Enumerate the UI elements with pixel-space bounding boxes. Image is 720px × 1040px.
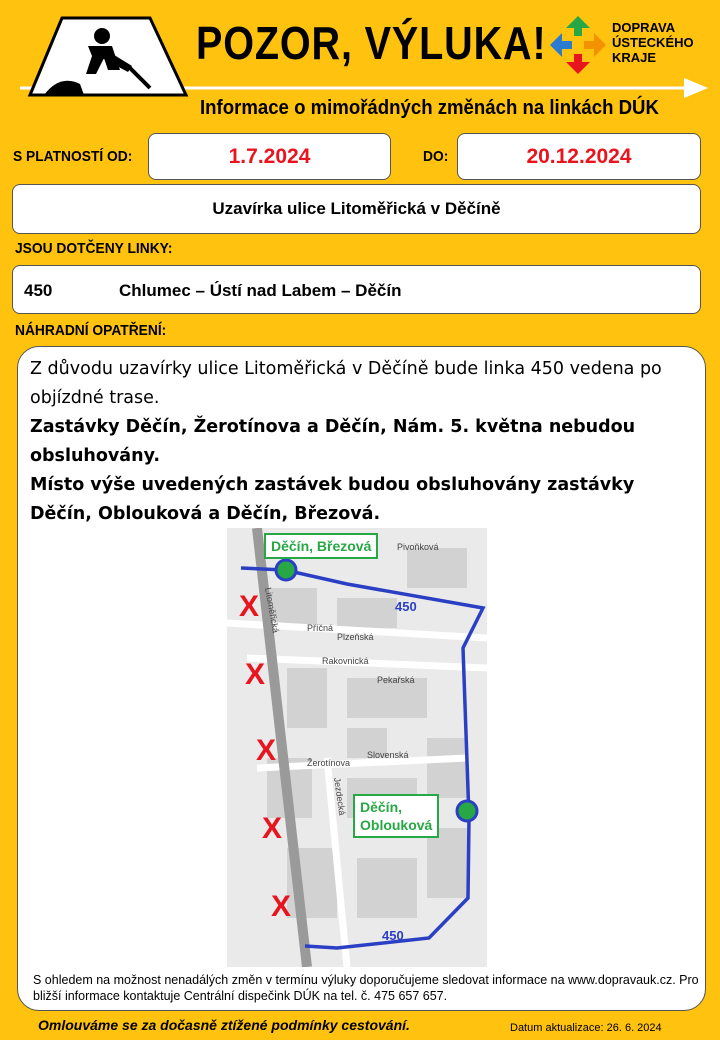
valid-from-label: S PLATNOSTÍ OD: bbox=[13, 148, 133, 165]
update-date: Datum aktualizace: 26. 6. 2024 bbox=[510, 1022, 662, 1034]
stop-label-obloukova: Děčín, Oblouková bbox=[353, 794, 439, 838]
svg-text:Pekařská: Pekařská bbox=[377, 675, 415, 685]
measures-paragraph-1: Z důvodu uzavírky ulice Litoměřická v Děčíně bude linka 450 vedena po objízdné trase. bbox=[30, 359, 662, 408]
measures-box bbox=[17, 346, 706, 1011]
closed-stop-mark: X bbox=[271, 890, 292, 923]
valid-to-value: 20.12.2024 bbox=[457, 133, 701, 180]
valid-to-label: DO: bbox=[423, 148, 449, 165]
closed-stop-mark: X bbox=[245, 658, 266, 691]
stop-label-brezova: Děčín, Březová bbox=[264, 533, 378, 559]
valid-from-value: 1.7.2024 bbox=[148, 133, 391, 180]
line-route: Chlumec – Ústí nad Labem – Děčín bbox=[119, 281, 402, 300]
page-title: POZOR, VÝLUKA! bbox=[196, 17, 547, 69]
measures-label: NÁHRADNÍ OPATŘENÍ: bbox=[15, 322, 167, 339]
apology-text: Omlouváme se za dočasně ztížené podmínky cestování. bbox=[38, 1017, 410, 1033]
svg-text:Rakovnická: Rakovnická bbox=[322, 656, 369, 666]
duk-logo-icon bbox=[548, 14, 608, 76]
measures-paragraph-3: Místo výše uvedených zastávek budou obsluhovány zastávky Děčín, Oblouková a Děčín, Březová. bbox=[30, 475, 635, 524]
line-number: 450 bbox=[24, 281, 53, 300]
route-label-bottom: 450 bbox=[382, 928, 404, 943]
svg-text:Plzeňská: Plzeňská bbox=[337, 632, 374, 642]
route-label-top: 450 bbox=[395, 599, 417, 614]
affected-lines-box bbox=[12, 265, 701, 314]
svg-text:Slovenská: Slovenská bbox=[367, 750, 409, 760]
detour-map bbox=[227, 528, 487, 967]
closed-stop-mark: X bbox=[239, 590, 260, 623]
arrow-head-icon bbox=[684, 78, 708, 98]
affected-lines-label: JSOU DOTČENY LINKY: bbox=[15, 240, 173, 257]
stop-marker-brezova bbox=[276, 560, 296, 580]
svg-text:Jezdecká: Jezdecká bbox=[332, 776, 348, 816]
closed-stop-mark: X bbox=[256, 734, 277, 767]
stop-marker-obloukova bbox=[457, 801, 477, 821]
svg-text:Žerotínova: Žerotínova bbox=[307, 758, 351, 768]
closed-stop-mark: X bbox=[262, 812, 283, 845]
svg-text:Litoměřická: Litoměřická bbox=[263, 586, 281, 634]
measures-paragraph-2: Zastávky Děčín, Žerotínova a Děčín, Nám. 5. května nebudou obsluhovány. bbox=[30, 417, 636, 466]
footer-note: S ohledem na možnost nenadálých změn v termínu výluky doporučujeme sledovat informace na www.dopravauk.cz. Pro bližší informace kontaktuje Centrální dispečink DÚK na tel. č. 475 657 657. bbox=[33, 973, 699, 1003]
page-subtitle: Informace o mimořádných změnách na linkách DÚK bbox=[200, 97, 659, 119]
duk-logo-text: DOPRAVA ÚSTECKÉHO KRAJE bbox=[612, 20, 694, 65]
notice-title: Uzavírka ulice Litoměřická v Děčíně bbox=[12, 184, 701, 234]
svg-text:Pivoňková: Pivoňková bbox=[397, 542, 439, 552]
svg-text:Příčná: Příčná bbox=[307, 623, 334, 633]
